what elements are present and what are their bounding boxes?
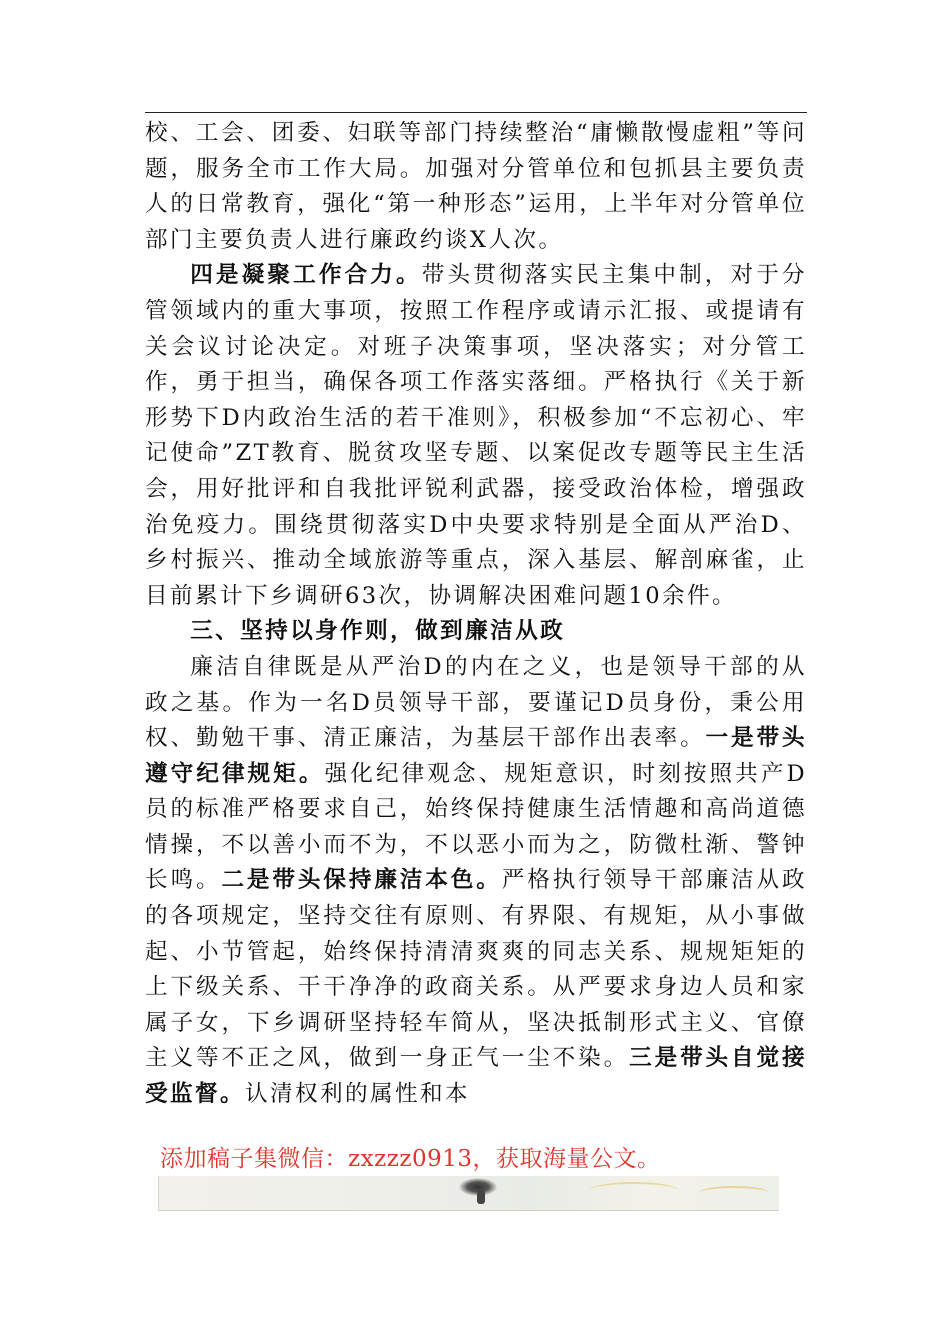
bold-lead-phrase: 四是凝聚工作合力。	[190, 262, 422, 289]
bold-lead-phrase: 一是带头遵守纪律规矩。	[145, 725, 807, 787]
footer-image-strip	[158, 1176, 779, 1211]
document-body	[145, 116, 807, 1113]
bold-lead-phrase: 三是带头自觉接受监督。	[145, 1045, 807, 1108]
text-run: 带头贯彻落实民主集中制，对于分管领域内的重大事项，按照工作程序或请示汇报、或提请有关会议讨论决定。对班子决策事项，坚决落实；对分管工作，勇于担当，确保各项工作落实落细。严格执行《关于新形势下D内政治生活的若干准则》，积极参加“不忘初心、牢记使命”ZT教育、脱贫攻坚专题、以案促改专题等民主生活会，用好批评和自我批评锐利武器，接受政治体检，增强政治免疫力。围绕贯彻落实D中央要求特别是全面从严治D、乡村振兴、推动全域旅游等重点，深入基层、解剖麻雀，止目前累计下乡调研63次，协调解决困难问题10余件。	[145, 262, 807, 609]
wechat-promo-notice: 添加稿子集微信：zxzzz0913，获取海量公文。	[160, 1146, 661, 1172]
body-paragraph	[145, 258, 807, 614]
text-run: 廉洁自律既是从严治D的内在之义，也是领导干部的从政之基。作为一名D员领导干部，要谨记D员身份，秉公用权、勤勉干事、清正廉洁，为基层干部作出表率。	[145, 653, 807, 752]
text-run: 严格执行领导干部廉洁从政的各项规定，坚持交往有原则、有界限、有规矩，从小事做起、小节管起，始终保持清清爽爽的同志关系、规规矩矩的上下级关系、干干净净的政商关系。从严要求身边人员和家属子女，下乡调研坚持轻车简从，坚决抵制形式主义、官僚主义等不正之风，做到一身正气一尘不染。	[145, 867, 808, 1072]
body-paragraph	[145, 116, 807, 258]
bold-lead-phrase: 三、坚持以身作则，做到廉洁从政	[190, 618, 566, 645]
bird-tail-icon	[477, 1190, 485, 1204]
text-run: 认清权利的属性和本	[244, 1081, 470, 1108]
body-paragraph	[145, 650, 807, 1113]
decorative-curve	[699, 1186, 769, 1200]
bold-lead-phrase: 二是带头保持廉洁本色。	[221, 867, 502, 894]
text-run: 强化纪律观念、规矩意识，时刻按照共产D员的标准严格要求自己，始终保持健康生活情趣和高尚道德情操，不以善小而不为，不以恶小而为之，防微杜渐、警钟长鸣。	[145, 760, 807, 894]
decorative-curve	[589, 1182, 679, 1200]
header-rule	[145, 112, 807, 113]
text-run: 校、工会、团委、妇联等部门持续整治“庸懒散慢虚粗”等问题，服务全市工作大局。加强对分管单位和包抓县主要负责人的日常教育，强化“第一种形态”运用，上半年对分管单位部门主要负责人进行廉政约谈X人次。	[145, 120, 807, 253]
section-heading	[145, 614, 807, 650]
